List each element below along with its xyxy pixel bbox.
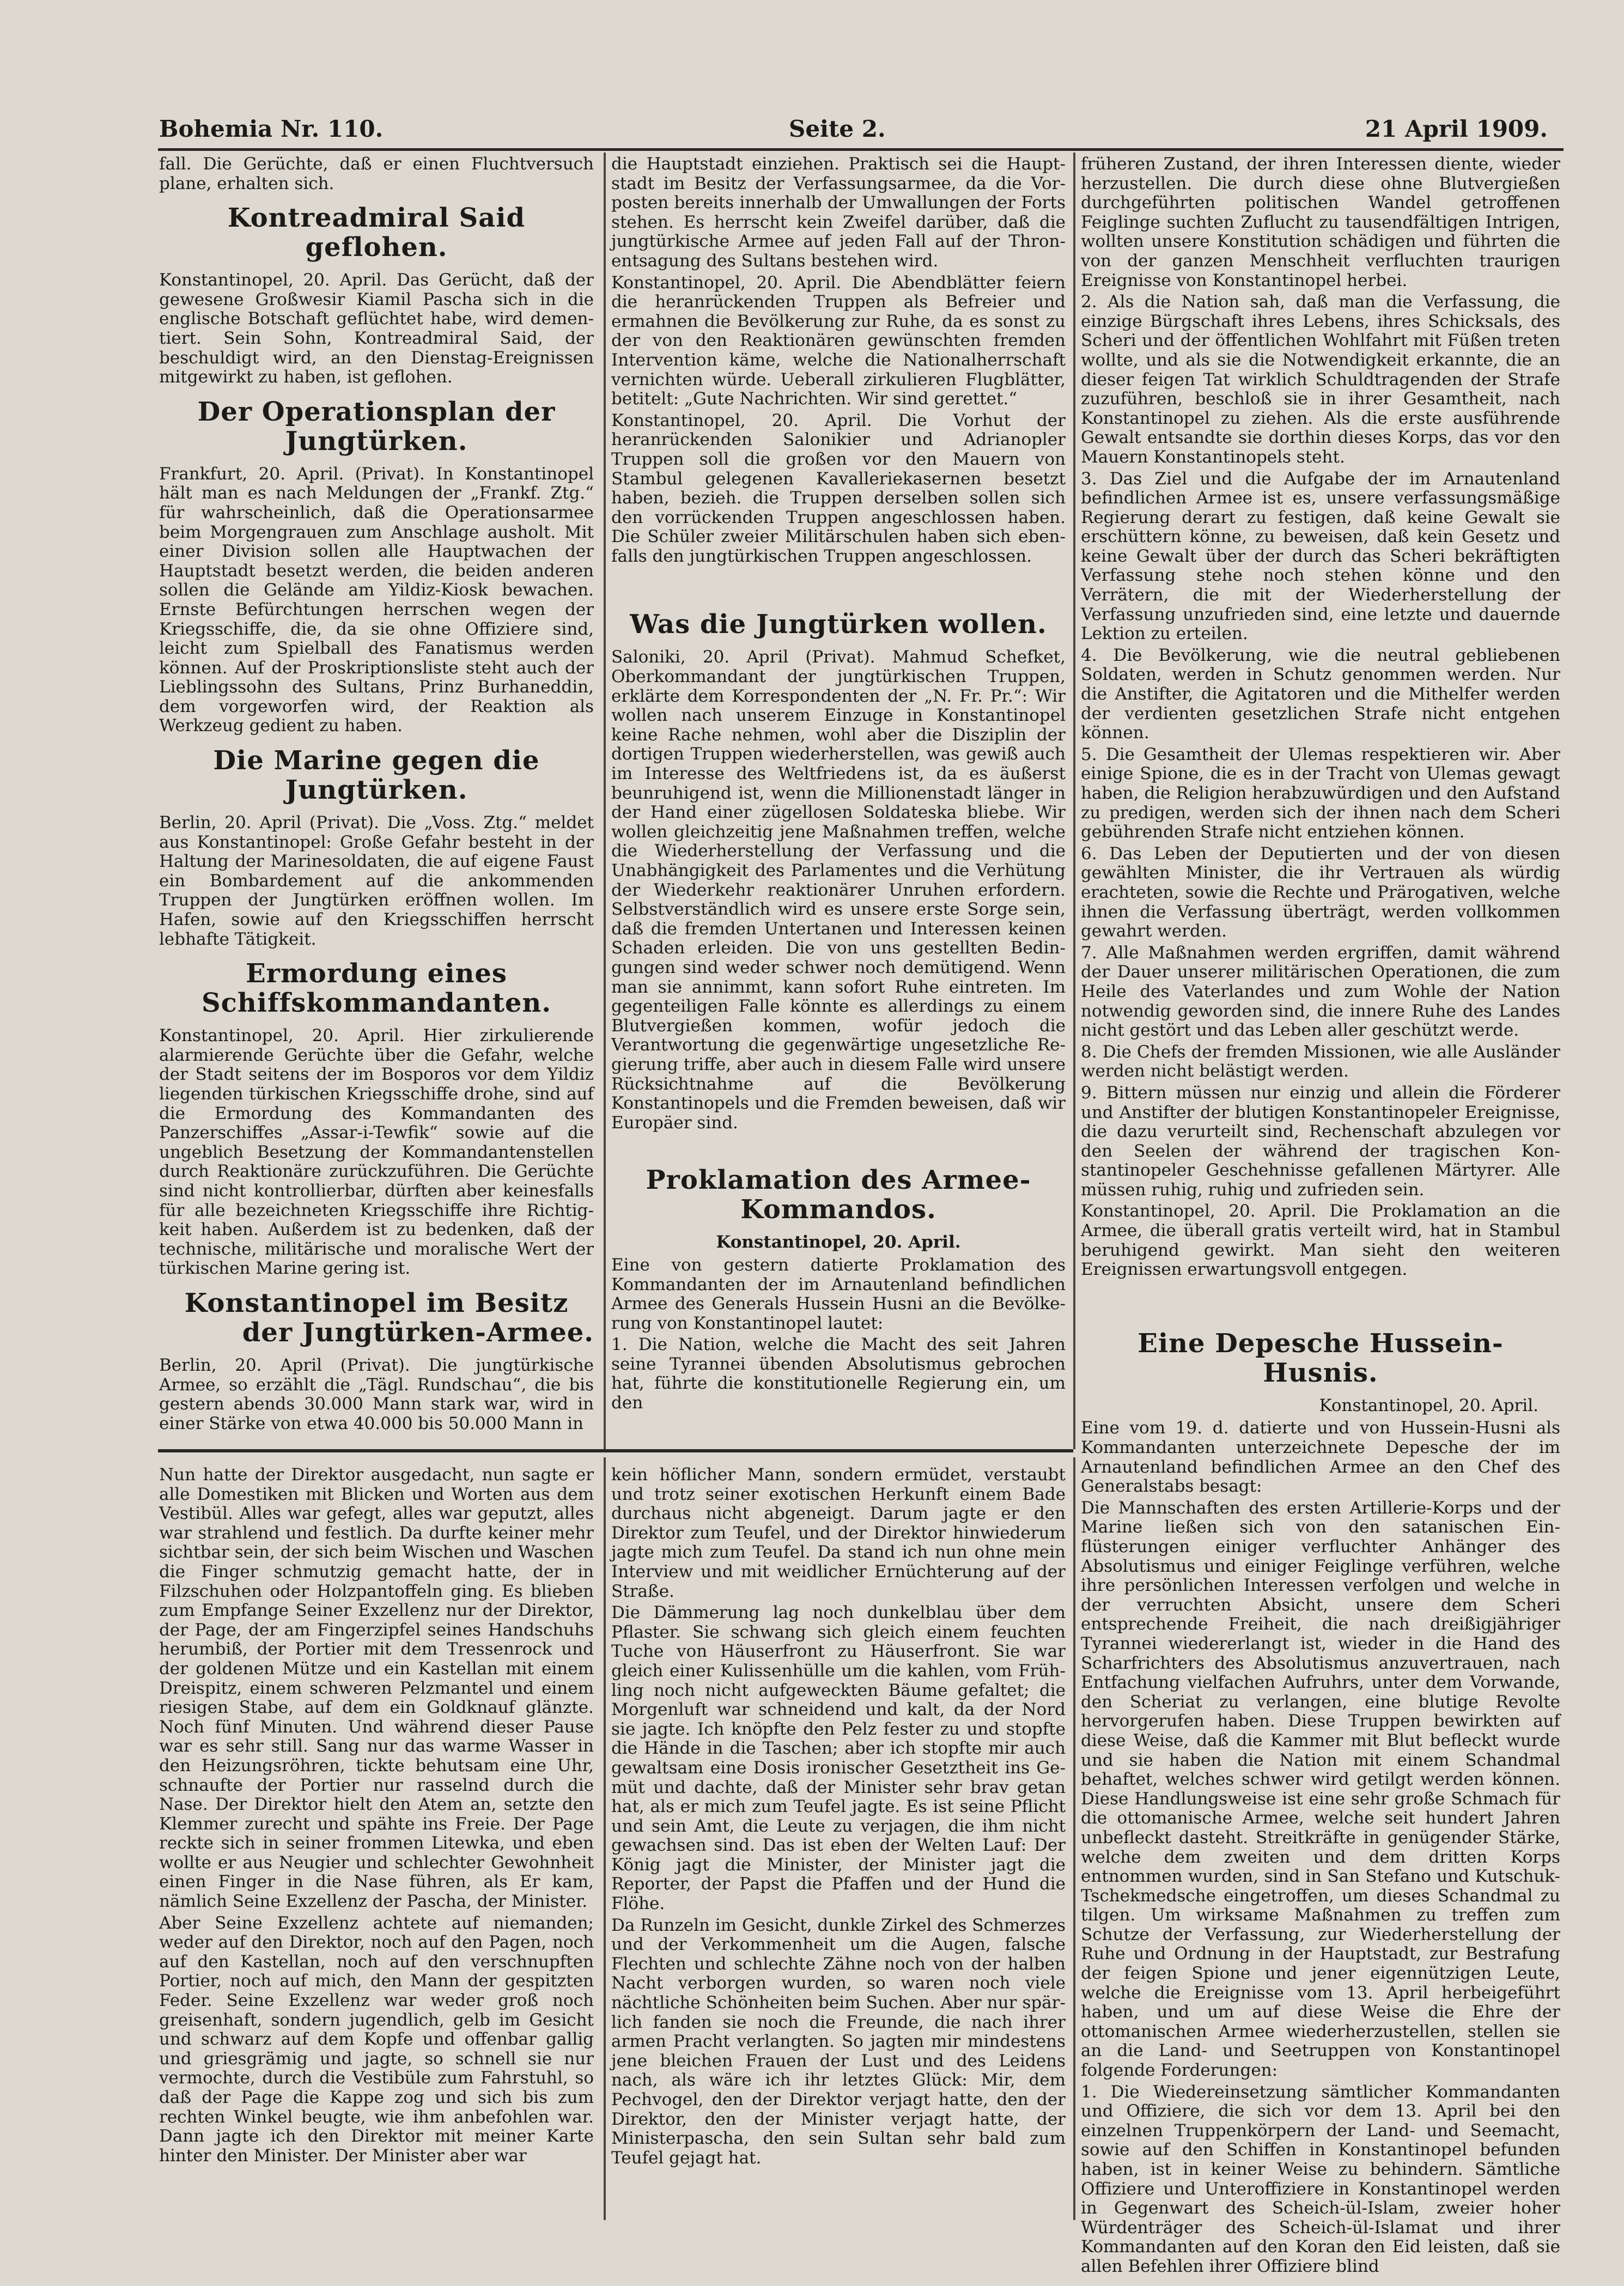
- column-rule-1: [604, 153, 606, 1449]
- article-text: 7. Alle Maßnahmen werden ergriffen, damit während der Dauer unserer militärischen Operationen, die zum Heile des Vaterlandes und zum Wohle der Nation notwendig geworden sind, die innere Ruhe des Landes nicht gestört und das Leben aller geschützt werde.: [1081, 943, 1560, 1041]
- article-text: 3. Das Ziel und die Aufgabe der im Arnautenland befindlichen Armee ist es, unsere verfassungsmäßige Regierung derart zu festigen, daß keine Gewalt sie erschüttern könne, zu beweisen, daß kein Gesetz und keine Gewalt über der durch das Scheri bekräftigten Verfassung stehe noch stehen könne und den Verrätern, die mit der Wiederherstellung der Verfassung unzufrieden sind, eine letzte und dauernde Lektion zu erteilen.: [1081, 469, 1560, 644]
- dateline: Konstantinopel, 20. April.: [1319, 1395, 1538, 1415]
- article-text: 2. Als die Nation sah, daß man die Verfassung, die einzige Bürgschaft ihres Lebens, ihres Schicksals, des Scheri und der öffentlichen Wohlfahrt mit Füßen treten wollte, und als sie die Notwendigkeit erkannte, die an dieser feigen Tat wirklich Schuldtragenden der Strafe zuzuführen, beschloß sie in ihrer Gesamtheit, nach Konstantinopel zu ziehen. Als die erste ausführende Gewalt entsandte sie dorthin dieses Korps, das vor den Mauern Konstantinopels steht.: [1081, 292, 1560, 467]
- article-text: Eine vom 19. d. datierte und von Hussein-Husni als Kommandanten unterzeichnete Depesche der im Arnautenland befindlichen Armee an den Chef des Generalstabs besagt:: [1081, 1418, 1560, 1497]
- article-text: 6. Das Leben der Deputierten und der von diesen gewählten Minister, die ihr Vertrauen als würdig erachteten, sowie die Rechte und Prärogativen, welche ihnen die Verfassung überträgt, werden vollkommen gewahrt werden.: [1081, 843, 1560, 941]
- headline: Ermordung eines Schiffskommandanten.: [201, 958, 552, 1019]
- article-text: 8. Die Chefs der fremden Missionen, wie alle Ausländer werden nicht belästigt werden.: [1081, 1042, 1560, 1081]
- article-text: die Hauptstadt einziehen. Praktisch sei die Hauptstadt im Besitz der Verfassungsarmee, da die Vorposten bereits innerhalb der Umwallungen der Forts stehen. Es herrscht kein Zweifel darüber, daß die jungtürkische Armee auf jeden Fall auf der Thronentsagung des Sultans bestehen wird.: [611, 154, 1066, 271]
- feuilleton-text: Die Dämmerung lag noch dunkelblau über dem Pflaster. Sie schwang sich gleich einem feuchten Tuche von Häuserfront zu Häuserfront. Sie war gleich einer Kulissenhülle um die kahlen, vom Frühling noch nicht aufgeweckten Bäume gefaltet; die Morgenluft war schneidend und kalt, da der Nord sie jagte. Ich knöpfte den Pelz fester zu und stopfte die Hände in die Taschen; aber ich stopfte mir auch gewaltsam eine Dosis ironischer Gesetztheit ins Gemüt und dachte, daß der Minister sehr brav getan hat, als er mich zum Teufel jagte. Es ist seine Pflicht und sein Amt, die Leute zu verjagen, die ihm nicht gewachsen sind. Das ist eben der Welten Lauf: Der König jagt die Minister, der Minister jagt die Reporter, der Papst die Pfaffen und der Hund die Flöhe.: [611, 1603, 1066, 1914]
- masthead-title: Bohemia Nr. 110.: [159, 115, 384, 142]
- dateline: Konstantinopel, 20. April.: [716, 1232, 961, 1253]
- feuilleton-text: kein höflicher Mann, sondern ermüdet, verstaubt und trotz seiner exotischen Herkunft einem Bade durchaus nicht abgeneigt. Darum jagte er den Direktor zum Teufel, und der Direktor hinwiederum jagte mich zum Teufel. Da stand ich nun ohne mein Interview und mit weidlicher Ernüchterung auf der Straße.: [611, 1465, 1066, 1601]
- article-text: 4. Die Bevölkerung, wie die neutral gebliebenen Soldaten, werden in Schutz genommen werden. Nur die Anstifter, die Agitatoren und die Mithelfer werden der verdienten gesetzlichen Strafe nicht entgehen können.: [1081, 645, 1560, 743]
- headline: Proklamation des Armee-Kommandos.: [646, 1165, 1031, 1225]
- article-text: Konstantinopel, 20. April. Das Gerücht, daß der gewesene Großwesir Kiamil Pascha sich in die englische Botschaft geflüchtet habe, wird dementiert. Sein Sohn, Kontreadmiral Said, der beschuldigt wird, an den Dienstag-Ereignissen mitgewirkt zu haben, ist geflohen.: [159, 270, 594, 387]
- feuilleton-rule: [158, 1449, 1073, 1452]
- article-text: Die Mannschaften des ersten Artillerie-Korps und der Marine ließen sich von den satanischen Einflüsterungen einiger verfluchter Anhänger des Absolutismus und einiger Feiglinge verführen, welche ihre persönlichen Interessen verfolgen und welche in der verruchten Absicht, unsere dem Scheri entsprechende Freiheit, die nach dreißigjähriger Tyrannei wiedererlangt ist, wieder in die Hand des Scharfrichters des Absolutismus anzuvertrauen, nach Entfachung vielfachen Aufruhrs, unter dem Vorwande, den Scheriat zu verlangen, eine blutige Revolte hervorgerufen haben. Diese Truppen bewirkten auf diese Weise, daß die Kammer mit Blut befleckt wurde und sie haben die Nation mit einem Schandmal behaftet, welches schwer wird getilgt werden können. Diese Handlungsweise ist eine sehr große Schmach für die ottomanische Armee, welche seit hundert Jahren unbefleckt dasteht. Streitkräfte in genügender Stärke, welche dem zweiten und dem dritten Korps entnommen wurden, sind in San Stefano und Kutschuk-Tschekmedsche eingetroffen, um dieses Schandmal zu tilgen. Um wirksame Maßnahmen zu treffen zum Schutze der Verfassung, zur Wiederherstellung der Ruhe und Ordnung in der Hauptstadt, zur Bestrafung der feigen Spione und jener eigennützigen Leute, welche die Ereignisse vom 13. April herbeigeführt haben, und um auf diese Weise die Ehre der ottomanischen Armee wiederherzustellen, stellen sie an die Land- und Seetruppen von Konstantinopel folgende Forderungen:: [1081, 1498, 1560, 2081]
- issue-date: 21 April 1909.: [1365, 115, 1548, 142]
- article-text: 5. Die Gesamtheit der Ulemas respektieren wir. Aber einige Spione, die es in der Tracht von Ulemas gewagt haben, die Religion herabzuwürdigen und den Aufstand zu predigen, werden sich der ihnen nach dem Scheri gebührenden Strafe nicht entziehen können.: [1081, 744, 1560, 842]
- feuilleton-column-1: [159, 1466, 594, 2223]
- article-text: Eine von gestern datierte Proklamation des Kommandanten der im Arnautenland befindlichen Armee des Generals Hussein Husni an die Bevölkerung von Konstantinopel lautet:: [611, 1255, 1066, 1333]
- article-text: Saloniki, 20. April (Privat). Mahmud Schefket, Oberkommandant der jungtürkischen Truppen, erklärte dem Korrespondenten der „N. Fr. Pr.“: Wir wollen nach unserem Einzuge in Konstantinopel keine Rache nehmen, wohl aber die Disziplin der dortigen Truppen wiederherstellen, was gewiß auch im Interesse des Weltfriedens ist, da es äußerst beunruhigend ist, wenn die Millionenstadt länger in der Hand einer zügellosen Soldateska bliebe. Wir wollen gleichzeitig jene Maßnahmen treffen, welche die Wiederherstellung der Verfassung und die Unabhängigkeit des Parlamentes und die Verhütung der Wiederkehr reaktionärer Unruhen erfordern. Selbstverständlich wird es unsere erste Sorge sein, daß die fremden Untertanen und Interessen keinen Schaden erleiden. Die von uns gestellten Bedingungen sind weder schwer noch demütigend. Wenn man sie annimmt, kann sofort Ruhe eintreten. Im gegenteiligen Falle könnte es allerdings zu einem Blutvergießen kommen, wofür jedoch die Verantwortung die gegenwärtige ungesetzliche Regierung triffe, aber auch in diesem Falle wird unsere Rücksichtnahme auf die Bevölkerung Konstantinopels und die Fremden beweisen, daß wir Europäer sind.: [611, 647, 1066, 1133]
- article-text: Berlin, 20. April (Privat). Die jungtürkische Armee, so erzählt die „Tägl. Rundschau“, die bis gestern abends 30.000 Mann stark war, wird in einer Stärke von etwa 40.000 bis 50.000 Mann in: [159, 1355, 594, 1433]
- headline: Der Operationsplan der Jungtürken.: [197, 396, 556, 457]
- headline: Eine Depesche Hussein-Husnis.: [1138, 1328, 1504, 1388]
- article-text: Konstantinopel, 20. April. Hier zirkulierende alarmierende Gerüchte über die Gefahr, welche der Stadt seitens der im Bosporos vor dem Yildiz liegenden türkischen Kriegsschiffe drohe, sind auf die Ermordung des Kommandanten des Panzerschiffes „Assar-i-Tewfik“ sowie auf die ungeblich Besetzung der Kommandantenstellen durch Reaktionäre zurückzuführen. Die Gerüchte sind nicht kontrollierbar, dürften aber keinesfalls für alle bezeichneten Kriegsschiffe ihre Richtigkeit haben. Außerdem ist zu bedenken, daß der technische, militärische und moralische Wert der türkischen Marine gering ist.: [159, 1026, 594, 1279]
- column-1: [159, 155, 594, 1446]
- headline: Was die Jungtürken wollen.: [630, 609, 1047, 640]
- column-rule-4: [1073, 1457, 1075, 2220]
- feuilleton-column-2: [611, 1466, 1066, 2223]
- headline: Konstantinopel im Besitz: [184, 1287, 569, 1318]
- article-text: 1. Die Nation, welche die Macht des seit Jahren seine Tyrannei übenden Absolutismus gebrochen hat, führte die konstitutionelle Regierung ein, um den: [611, 1335, 1066, 1413]
- header-rule: [158, 148, 1564, 151]
- feuilleton-text: Nun hatte der Direktor ausgedacht, nun sagte er alle Domestiken mit Blicken und Worten aus dem Vestibül. Alles war gefegt, alles war geputzt, alles war strahlend und festlich. Da durfte keiner mehr sichtbar sein, der sich beim Wischen und Waschen die Finger schmutzig gemacht hatte, der in Filzschuhen oder Holzpantoffeln ging. Es blieben zum Empfange Seiner Exzellenz nur der Direktor, der Page, der am Fingerzipfel seines Handschuhs herumbiß, der Portier mit dem Tressenrock und der goldenen Mütze und ein Kastellan mit einem Dreispitz, einem schweren Pelzmantel und einem riesigen Stabe, auf dem ein Goldknauf glänzte. Noch fünf Minuten. Und während dieser Pause war es sehr still. Sang nur das warme Wasser in den Heizungsröhren, tickte behutsam eine Uhr, schnaufte der Portier nur rasselnd durch die Nase. Der Direktor hielt den Atem an, setzte den Klemmer zurecht und spähte ins Freie. Der Page reckte sich in seiner frommen Litewka, und eben wollte er aus Neugier und schlechter Gewohnheit einen Finger in die Nase führen, als Er kam, nämlich Seine Exzellenz der Pascha, der Minister.: [159, 1465, 594, 1912]
- column-2: [611, 155, 1066, 1446]
- column-3: [1081, 154, 1560, 2276]
- column-rule-3: [604, 1457, 606, 2220]
- article-text: Konstantinopel, 20. April. Die Proklamation an die Armee, die überall gratis verteilt wird, hat in Stambul beruhigend gewirkt. Man sieht den weiteren Ereignissen erwartungsvoll entgegen.: [1081, 1201, 1560, 1280]
- article-text: 9. Bittern müssen nur einzig und allein die Förderer und Anstifter der blutigen Konstantinopeler Ereignisse, die dazu verurteilt sind, Rechenschaft abzulegen vor den Seelen der während der tragischen Konstantinopeler Geschehnisse gefallenen Märtyrer. Alle müssen ruhig, ruhig und zufrieden sein.: [1081, 1083, 1560, 1200]
- article-text: Berlin, 20. April (Privat). Die „Voss. Ztg.“ meldet aus Konstantinopel: Große Gefahr besteht in der Haltung der Marinesoldaten, die auf eigene Faust ein Bombardement auf die ankommenden Truppen der Jungtürken eröffnen wollen. Im Hafen, sowie auf den Kriegsschiffen herrscht lebhafte Tätigkeit.: [159, 813, 594, 949]
- headline: Kontreadmiral Said geflohen.: [227, 203, 526, 263]
- feuilleton-text: Aber Seine Exzellenz achtete auf niemanden; weder auf den Direktor, noch auf den Pagen, noch auf den Kastellan, noch auf den verschnupften Portier, noch auf mich, den Mann der gespitzten Feder. Seine Exzellenz war weder groß noch greisenhaft, sondern jugendlich, gelb im Gesicht und schwarz auf dem Kopfe und offenbar gallig und griesgrämig und jagte, so schnell sie nur vermochte, durch die Vestibüle zum Fahrstuhl, so daß der Page die Kappe zog und sich bis zum rechten Winkel beugte, wie ihm anbefohlen war. Dann jagte ich den Direktor mit meiner Karte hinter den Minister. Der Minister aber war: [159, 1913, 594, 2166]
- article-text: früheren Zustand, der ihren Interessen diente, wieder herzustellen. Die durch diese ohne Blutvergießen durchgeführten politischen Wandel getroffenen Feiglinge suchten Zuflucht zu tausendfältigen Intrigen, wollten unsere Konstitution schädigen und führten die von der ganzen Menschheit verfluchten traurigen Ereignisse von Konstantinopel herbei.: [1081, 154, 1560, 290]
- article-text: Konstantinopel, 20. April. Die Vorhut der heranrückenden Salonikier und Adrianopler Truppen soll die großen vor den Mauern von Stambul gelegenen Kavalleriekasernen besetzt haben, bezieh. die Truppen derselben sollen sich den vorrückenden Truppen angeschlossen haben. Die Schüler zweier Militärschulen haben sich ebenfalls den jungtürkischen Truppen angeschlossen.: [611, 410, 1066, 566]
- article-text: Konstantinopel, 20. April. Die Abendblätter feiern die heranrückenden Truppen als Befreier und ermahnen die Bevölkerung zur Ruhe, da es sonst zu der von den Reaktionären gewünschten fremden Intervention käme, welche die Nationalherrschaft vernichten würde. Ueberall zirkulieren Flugblätter, betitelt: „Gute Nachrichten. Wir sind gerettet.“: [611, 272, 1066, 409]
- article-text: Frankfurt, 20. April. (Privat). In Konstantinopel hält man es nach Meldungen der „Frankf. Ztg.“ für wahrscheinlich, daß die Operationsarmee beim Morgengrauen zum Anschlage ausholt. Mit einer Division sollen alle Hauptwachen der Hauptstadt besetzt werden, die beiden anderen sollen die Gelände am Yildiz-Kiosk bewachen. Ernste Befürchtungen herrschen wegen der Kriegsschiffe, die, da sie ohne Offiziere sind, leicht zum Spielball des Fanatismus werden können. Auf der Proskriptionsliste steht auch der Lieblingssohn des Sultans, Prinz Burhaneddin, dem vorgeworfen wird, der Reaktion als Werkzeug gedient zu haben.: [159, 464, 594, 736]
- headline: der Jungtürken-Armee.: [242, 1317, 594, 1348]
- article-text: fall. Die Gerüchte, daß er einen Fluchtversuch plane, erhalten sich.: [159, 154, 594, 193]
- feuilleton-text: Da Runzeln im Gesicht, dunkle Zirkel des Schmerzes und der Verkommenheit um die Augen, falsche Flechten und schlechte Zähne noch von der halben Nacht verborgen wurden, so waren noch viele nächtliche Schönheiten beim Suchen. Aber nur spärlich fanden sie noch die Freunde, die nach ihrer armen Pracht verlangten. So jagten mir mindestens jene bleichen Frauen der Lust und des Leidens nach, als wäre ich ihr letztes Glück: Mir, dem Pechvogel, den der Direktor verjagt hatte, den der Direktor, den der Minister verjagt hatte, der Ministerpascha, den sein Sultan sehr bald zum Teufel gejagt hat.: [611, 1915, 1066, 2168]
- article-text: 1. Die Wiedereinsetzung sämtlicher Kommandanten und Offiziere, die sich vor dem 13. April bei den einzelnen Truppenkörpern der Land- und Seemacht, sowie auf den Schiffen in Konstantinopel befunden haben, ist in keiner Weise zu behindern. Sämtliche Offiziere und Unteroffiziere in Konstantinopel werden in Gegenwart des Scheich-ül-Islam, zweier hoher Würdenträger des Scheich-ül-Islamat und ihrer Kommandanten auf den Koran den Eid leisten, daß sie allen Befehlen ihrer Offiziere blind: [1081, 2082, 1560, 2276]
- page-number: Seite 2.: [789, 115, 886, 142]
- column-rule-2: [1073, 153, 1075, 1449]
- headline: Die Marine gegen die Jungtürken.: [213, 745, 540, 806]
